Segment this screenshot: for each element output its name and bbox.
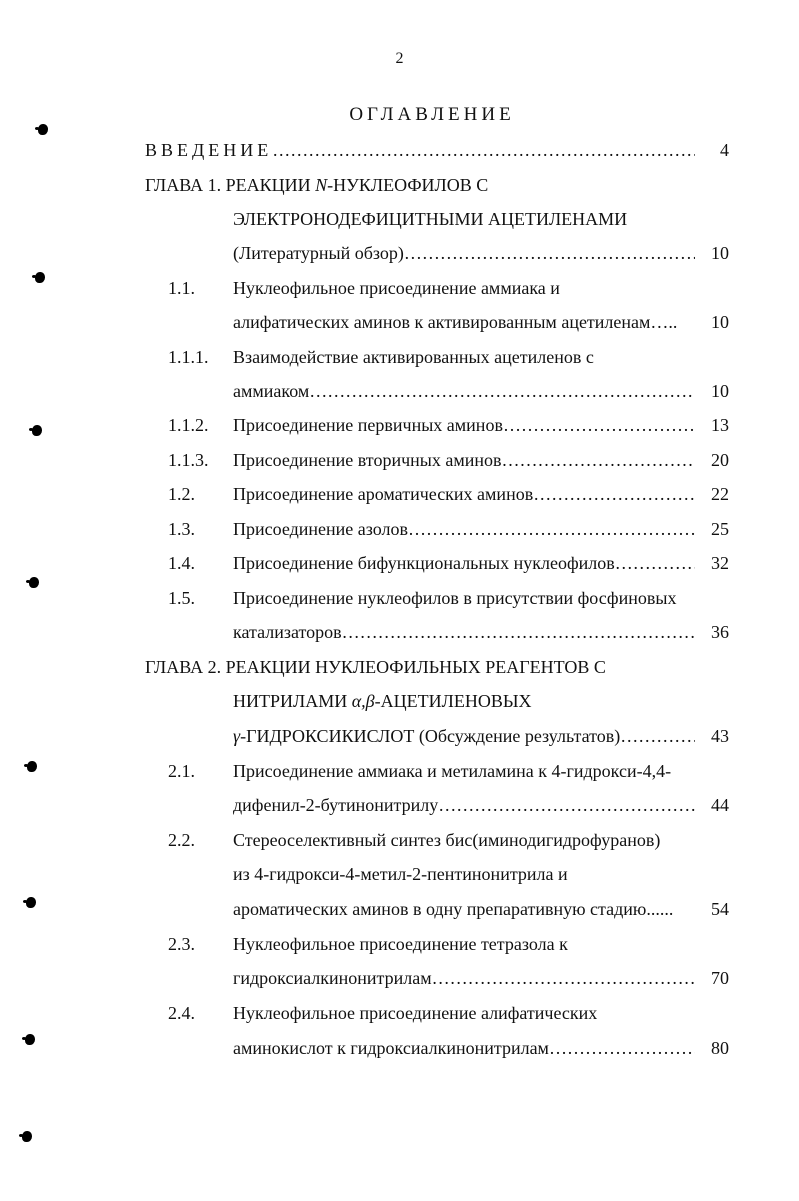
s2-1-line2: дифенил-2-бутинонитрилу ………………………………………………………………………………………………………………………………………………… — [233, 794, 695, 816]
s1-4-line1[interactable]: Присоединение бифункциональных нуклеофилов ………………………………………………………………………………………………………………………………………………… — [233, 552, 695, 574]
s1-3-line1[interactable]: Присоединение азолов ………………………………………………………………………………………………………………………………………………… — [233, 518, 695, 540]
chapter2-line3: γ-ГИДРОКСИКИСЛОТ (Обсуждение результатов) ………………………………………………………………………………………………………………………………………………… — [233, 725, 695, 747]
s1-5-num: 1.5. — [168, 588, 195, 608]
binder-hole-8 — [22, 1131, 32, 1142]
s1-1-3-num: 1.1.3. — [168, 450, 209, 470]
s1-3-page: 25 — [711, 519, 729, 539]
binder-hole-2 — [35, 272, 45, 283]
s2-1-line1[interactable]: Присоединение аммиака и метиламина к 4-гидрокси-4,4- — [233, 761, 672, 781]
s1-1-line2: алифатических аминов к активированным ацетиленам….. — [233, 312, 678, 332]
s1-1-2-line1[interactable]: Присоединение первичных аминов ………………………………………………………………………………………………………………………………………………… — [233, 414, 695, 436]
s1-1-2-num: 1.1.2. — [168, 415, 209, 435]
s1-2-line1[interactable]: Присоединение ароматических аминов ………………………………………………………………………………………………………………………………………………… — [233, 483, 695, 505]
s1-2-num: 1.2. — [168, 484, 195, 504]
s1-5-page: 36 — [711, 622, 729, 642]
s1-2-page: 22 — [711, 484, 729, 504]
s2-4-line1[interactable]: Нуклеофильное присоединение алифатических — [233, 1003, 598, 1023]
s1-4-page: 32 — [711, 553, 729, 573]
s2-2-page: 54 — [711, 899, 729, 919]
binder-hole-4 — [29, 577, 39, 588]
intro-page: 4 — [720, 140, 729, 160]
chapter2-page: 43 — [711, 726, 729, 746]
s2-2-line1[interactable]: Стереоселективный синтез бис(иминодигидрофуранов) — [233, 830, 661, 850]
s2-1-num: 2.1. — [168, 761, 195, 781]
s1-1-2-page: 13 — [711, 415, 729, 435]
s1-1-1-line1[interactable]: Взаимодействие активированных ацетиленов с — [233, 347, 594, 367]
binder-hole-6 — [26, 897, 36, 908]
s1-1-3-line1[interactable]: Присоединение вторичных аминов ………………………………………………………………………………………………………………………………………………… — [233, 449, 695, 471]
chapter1-line3[interactable]: (Литературный обзор) ………………………………………………………………………………………………………………………………………………… — [233, 242, 695, 264]
binder-hole-5 — [27, 761, 37, 772]
s1-3-num: 1.3. — [168, 519, 195, 539]
s2-1-page: 44 — [711, 795, 729, 815]
s1-1-1-line2: аммиаком ………………………………………………………………………………………………………………………………………………… — [233, 380, 695, 402]
chapter2-line2: НИТРИЛАМИ α,β-АЦЕТИЛЕНОВЫХ — [233, 691, 532, 711]
s2-4-page: 80 — [711, 1038, 729, 1058]
s2-4-line2: аминокислот к гидроксиалкинонитрилам ………………………………………………………………………………………………………………………………………………… — [233, 1037, 695, 1059]
s1-1-num: 1.1. — [168, 278, 195, 298]
intro-label: ВВЕДЕНИЕ — [145, 140, 273, 160]
s2-3-line1[interactable]: Нуклеофильное присоединение тетразола к — [233, 934, 568, 954]
s2-2-line2: из 4-гидрокси-4-метил-2-пентинонитрила и — [233, 864, 568, 884]
s1-5-line2: катализаторов ………………………………………………………………………………………………………………………………………………… — [233, 621, 695, 643]
s1-4-num: 1.4. — [168, 553, 195, 573]
s2-2-num: 2.2. — [168, 830, 195, 850]
toc-title: ОГЛАВЛЕНИЕ — [349, 104, 515, 125]
chapter1-page: 10 — [711, 243, 729, 263]
s1-1-3-page: 20 — [711, 450, 729, 470]
s2-3-num: 2.3. — [168, 934, 195, 954]
toc-intro[interactable] — [145, 139, 695, 161]
s1-1-line1[interactable]: Нуклеофильное присоединение аммиака и — [233, 278, 560, 298]
s2-4-num: 2.4. — [168, 1003, 195, 1023]
s1-5-line1[interactable]: Присоединение нуклеофилов в присутствии фосфиновых — [233, 588, 677, 608]
chapter2-line1[interactable]: ГЛАВА 2. РЕАКЦИИ НУКЛЕОФИЛЬНЫХ РЕАГЕНТОВ С — [145, 657, 606, 677]
page-number: 2 — [395, 50, 404, 67]
chapter1-line1[interactable]: ГЛАВА 1. РЕАКЦИИ N-НУКЛЕОФИЛОВ С — [145, 175, 489, 195]
binder-hole-3 — [32, 425, 42, 436]
s2-2-line3: ароматических аминов в одну препаративную стадию...... — [233, 899, 674, 919]
s2-3-page: 70 — [711, 968, 729, 988]
s1-1-1-page: 10 — [711, 381, 729, 401]
binder-hole-7 — [25, 1034, 35, 1045]
s2-3-line2: гидроксиалкинонитрилам ………………………………………………………………………………………………………………………………………………… — [233, 967, 695, 989]
s1-1-1-num: 1.1.1. — [168, 347, 209, 367]
s1-1-page: 10 — [711, 312, 729, 332]
chapter1-line2: ЭЛЕКТРОНОДЕФИЦИТНЫМИ АЦЕТИЛЕНАМИ — [233, 209, 628, 229]
